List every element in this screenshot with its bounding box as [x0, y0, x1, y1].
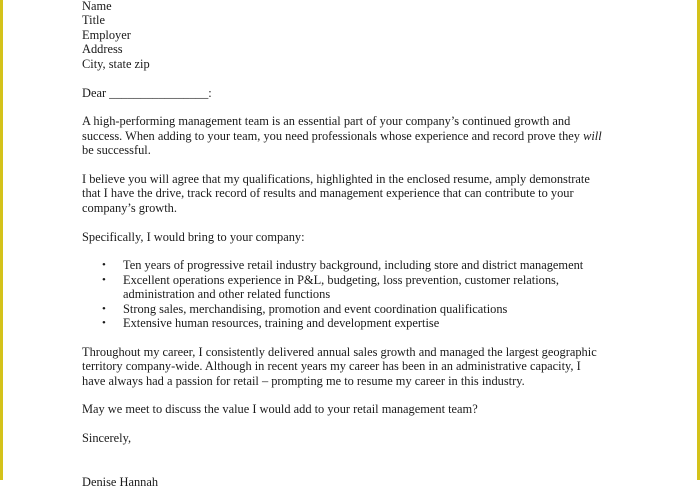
closing: Sincerely,: [82, 431, 132, 446]
paragraph-5: May we meet to discuss the value I would add to your retail management team?: [82, 402, 478, 417]
qualifications-list: [82, 258, 612, 330]
paragraph-2-line-3: company’s growth.: [82, 200, 177, 215]
paragraph-2-line-1: I believe you will agree that my qualifications, highlighted in the enclosed resume, amply demonstrate: [82, 172, 590, 187]
recipient-title: Title: [82, 13, 105, 28]
paragraph-4: [82, 345, 612, 388]
recipient-employer: Employer: [82, 27, 131, 42]
list-item-text: Strong sales, merchandising, promotion and event coordination qualifications: [123, 301, 508, 316]
paragraph-4-line-3: have always had a passion for retail – prompting me to resume my career in this industry.: [82, 373, 525, 388]
list-item: [82, 302, 612, 316]
paragraph-1-line-2-text: success. When adding to your team, you need professionals whose experience and record prove they: [82, 128, 584, 143]
paragraph-4-line-2: territory company-wide. Although in recent years my career has been in an administrative capacity, I: [82, 359, 581, 374]
list-item-text-continued: administration and other related functions: [123, 287, 331, 302]
bullet-icon: •: [102, 259, 106, 272]
signer-name: Denise Hannah: [82, 474, 159, 489]
list-item: [82, 316, 612, 330]
paragraph-1: [82, 114, 612, 157]
recipient-address: Address: [82, 42, 123, 57]
list-item-text: Ten years of progressive retail industry background, including store and district management: [123, 258, 584, 273]
paragraph-4-line-1: Throughout my career, I consistently delivered annual sales growth and managed the largest geographic: [82, 344, 597, 359]
emphasis-will: will: [583, 128, 602, 143]
paragraph-3: Specifically, I would bring to your company:: [82, 229, 305, 244]
list-item: [82, 273, 612, 302]
bullet-icon: •: [102, 302, 106, 315]
bullet-icon: •: [102, 317, 106, 330]
recipient-city: City, state zip: [82, 56, 150, 71]
salutation: Dear ________________:: [82, 85, 212, 100]
bullet-icon: •: [102, 273, 106, 286]
paragraph-2: [82, 172, 612, 215]
list-item: [82, 258, 612, 272]
paragraph-1-line-1: A high-performing management team is an essential part of your company’s continued growth and: [82, 114, 571, 129]
paragraph-1-line-2: [82, 129, 612, 143]
cover-letter: [82, 0, 612, 489]
paragraph-2-line-2: that I have the drive, track record of results and management experience that can contribute to your: [82, 186, 574, 201]
recipient-name: Name: [82, 0, 112, 13]
list-item-text: Extensive human resources, training and development expertise: [123, 316, 440, 331]
paragraph-1-line-3: be successful.: [82, 143, 151, 158]
list-item-text: Excellent operations experience in P&L, budgeting, loss prevention, customer relations,: [123, 272, 559, 287]
